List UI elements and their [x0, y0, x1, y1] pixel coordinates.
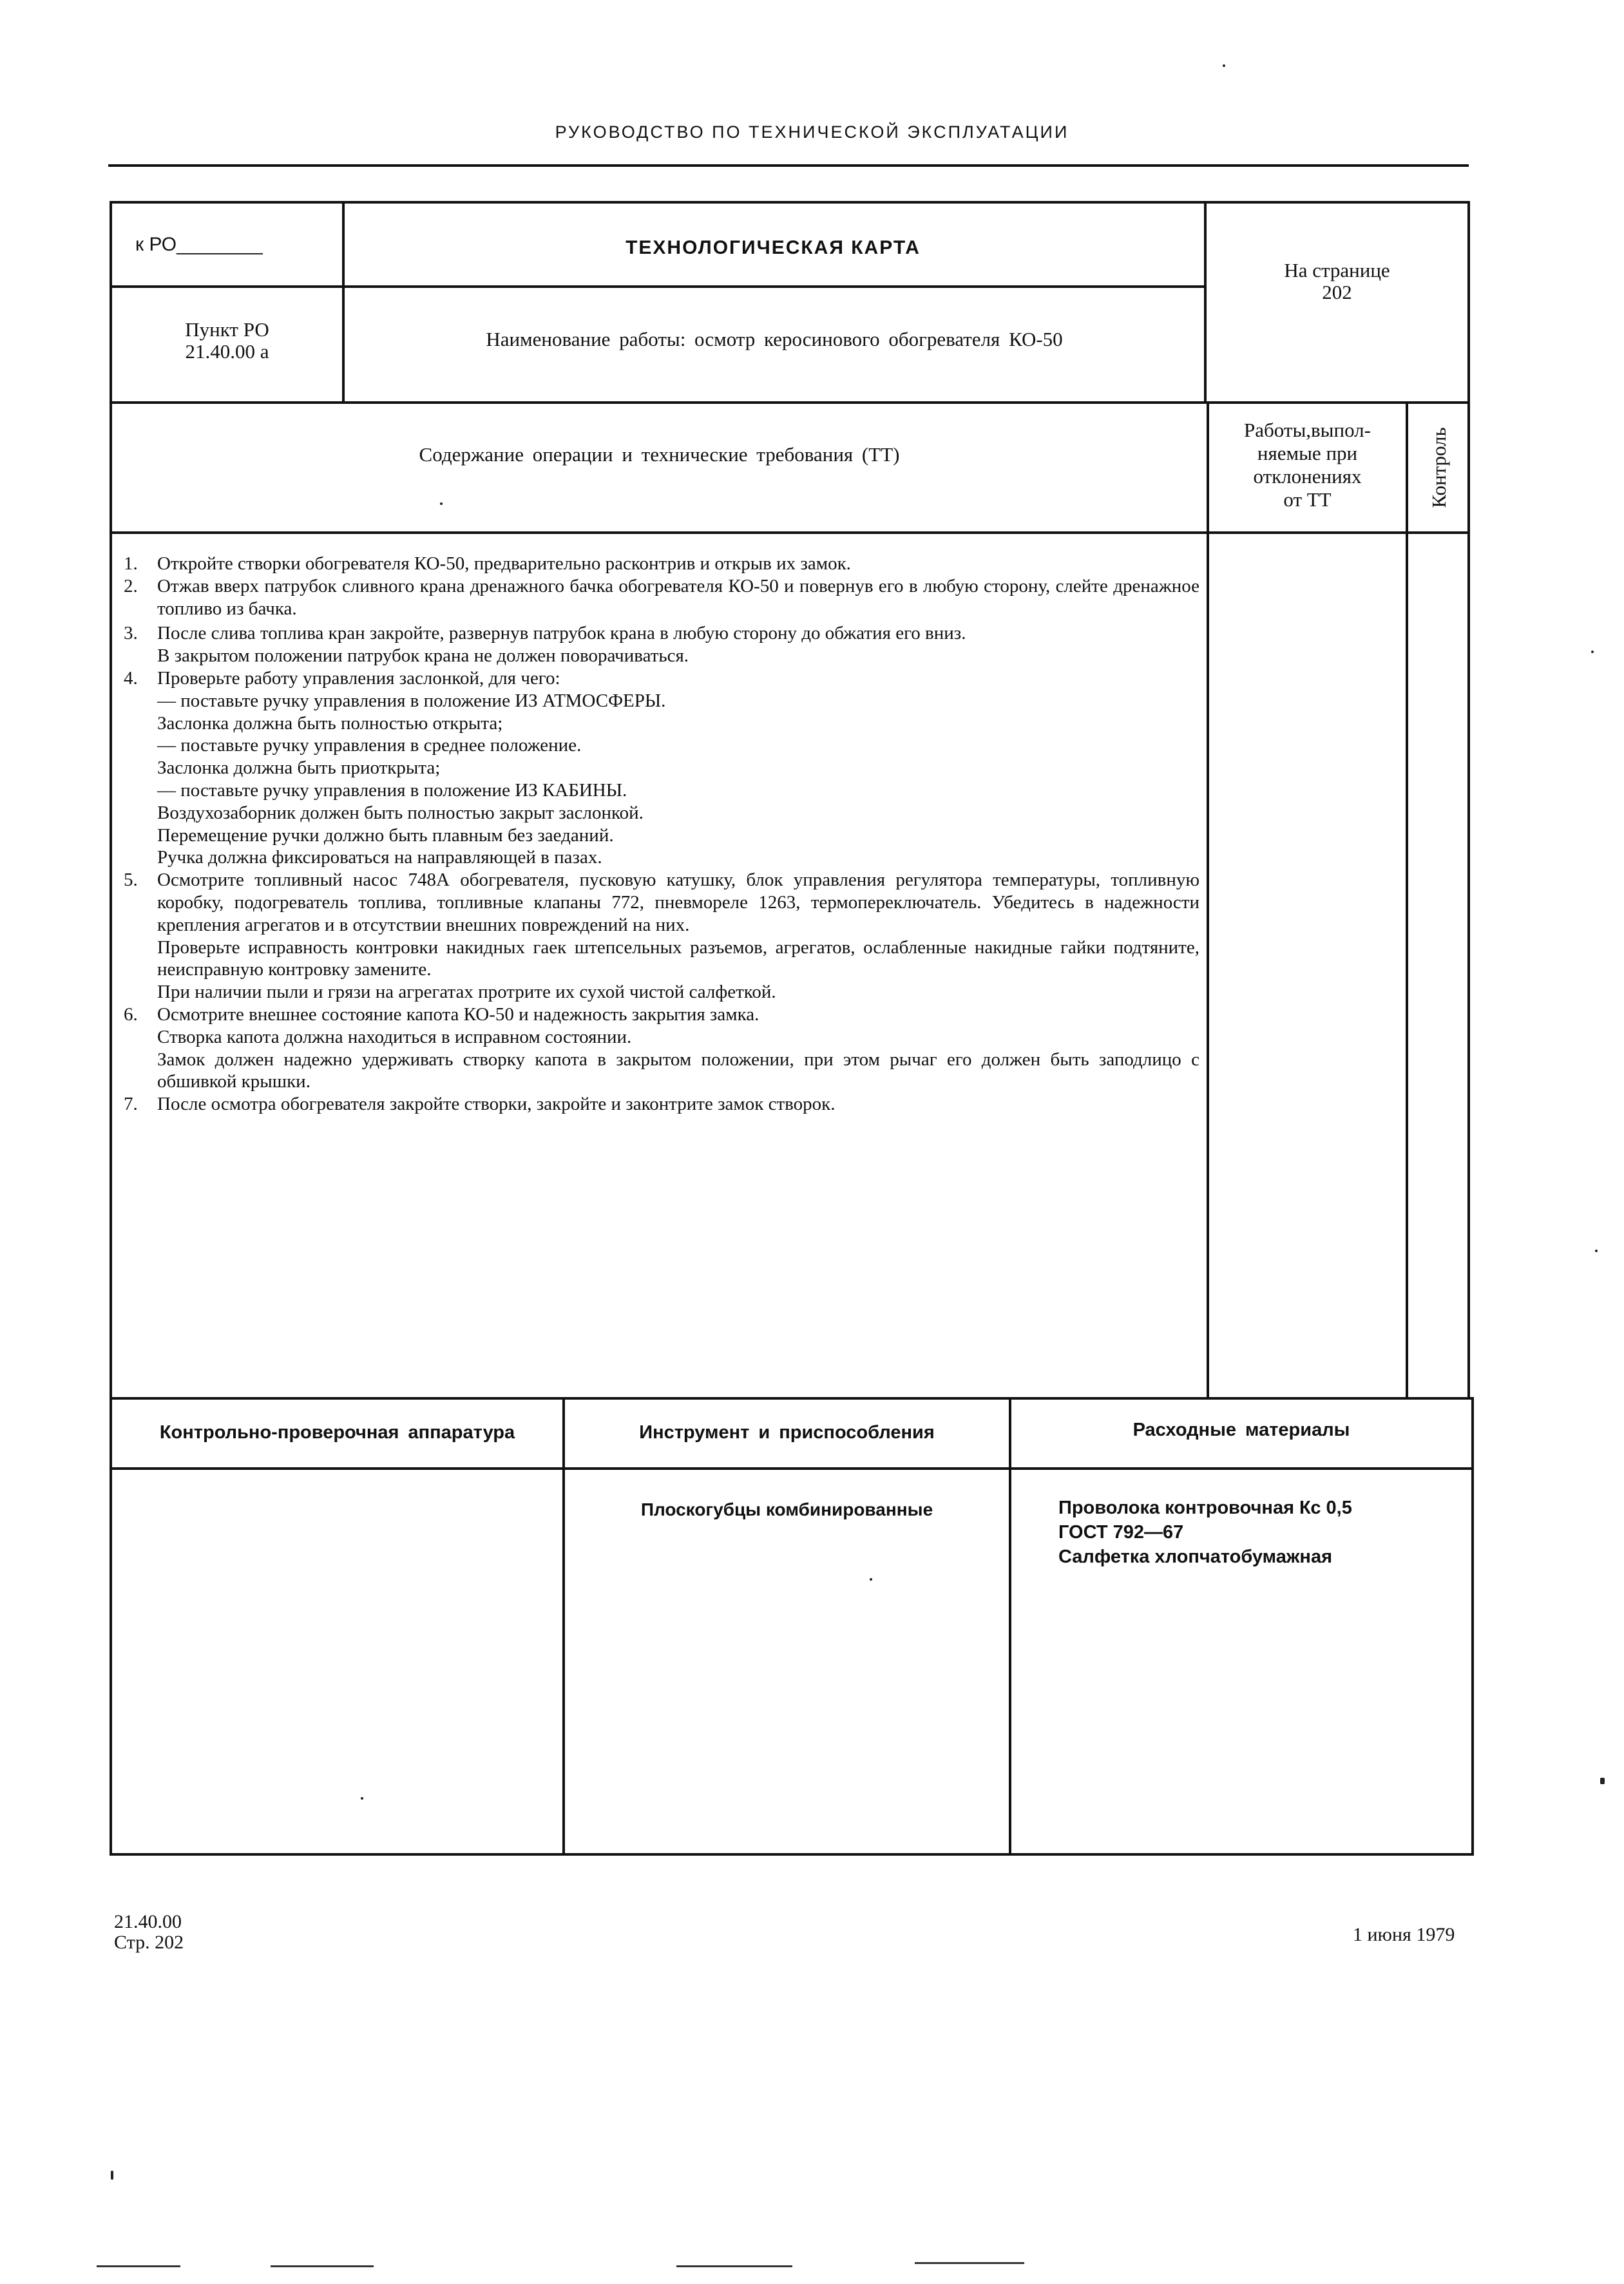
- header-rule: [108, 164, 1469, 167]
- list-item: Воздухозаборник должен быть полностью закрыт заслонкой.: [157, 802, 644, 823]
- resources-table: [110, 1397, 1474, 1856]
- work-name: Наименование работы: осмотр керосинового обогревателя КО-50: [486, 328, 1063, 350]
- scan-speck: [1600, 1778, 1605, 1784]
- column-content: Содержание операции и технические требования (ТТ): [419, 443, 900, 466]
- k-ro-field: к РО________: [135, 234, 263, 255]
- list-item: 4. Проверьте работу управления заслонкой, для чего:: [124, 667, 560, 689]
- list-item: Заслонка должна быть приоткрыта;: [157, 757, 441, 779]
- scan-mark: [676, 2265, 792, 2267]
- footer-code: 21.40.00: [114, 1911, 182, 1932]
- list-item: Заслонка должна быть полностью открыта;: [157, 712, 503, 734]
- scan-speck: [1595, 1250, 1598, 1252]
- list-item: При наличии пыли и грязи на агрегатах протрите их сухой чистой салфеткой.: [157, 982, 776, 1003]
- column-control: [1408, 404, 1470, 531]
- list-item: — поставьте ручку управления в положение ИЗ АТМОСФЕРЫ.: [157, 690, 666, 711]
- footer-page: Стр. 202: [114, 1932, 184, 1953]
- list-item: 6. Осмотрите внешнее состояние капота КО-50 и надежность закрытия замка.: [124, 1004, 759, 1025]
- scan-mark: [97, 2265, 180, 2267]
- list-item: 7. После осмотра обогревателя закройте створки, закройте и законтрите замок створок.: [124, 1094, 836, 1115]
- divider: [342, 201, 345, 404]
- footer-date: 1 июня 1979: [1353, 1924, 1455, 1945]
- list-item: Перемещение ручки должно быть плавным без заеданий.: [157, 824, 614, 846]
- list-item: — поставьте ручку управления в положение ИЗ КАБИНЫ.: [157, 779, 627, 801]
- scan-speck: [361, 1797, 363, 1800]
- page-label: На странице: [1284, 259, 1390, 281]
- scan-speck: [111, 2171, 113, 2180]
- header-equipment: Контрольно-проверочная аппаратура: [159, 1422, 515, 1443]
- tools-value: Плоскогубцы комбинированные: [640, 1499, 933, 1519]
- scan-mark: [271, 2265, 374, 2267]
- list-item: Ручка должна фиксироваться на направляющей в пазах.: [157, 847, 602, 868]
- material-item: Салфетка хлопчатобумажная: [1058, 1546, 1332, 1567]
- list-item: 3. После слива топлива кран закройте, развернув патрубок крана в любую сторону до обжатия его вниз.: [124, 623, 966, 644]
- divider: [562, 1397, 565, 1856]
- scan-speck: [1591, 651, 1594, 653]
- divider: [1207, 401, 1209, 1400]
- card-title: ТЕХНОЛОГИЧЕСКАЯ КАРТА: [626, 237, 921, 258]
- list-item: 5. Осмотрите топливный насос 748А обогревателя, пусковую катушку, блок управления регулятора температуры, топливную коробку, подогреватель топлива, топливные клапаны 772, пневмореле 1263, термопереключатель. Убедитесь в надежности крепления агрегатов и в отсутствии внешних повреждений на них.: [124, 870, 1199, 935]
- scan-speck: [440, 502, 443, 505]
- list-item: — поставьте ручку управления в среднее положение.: [157, 735, 582, 756]
- list-item: 1. Откройте створки обогревателя КО-50, предварительно расконтрив и открыв их замок.: [124, 553, 851, 574]
- page-header: РУКОВОДСТВО ПО ТЕХНИЧЕСКОЙ ЭКСПЛУАТАЦИИ: [555, 122, 1069, 142]
- divider: [110, 1467, 1474, 1470]
- divider: [110, 285, 1205, 288]
- header-tools: Инструмент и приспособления: [639, 1422, 935, 1443]
- list-item: Проверьте исправность контровки накидных гаек штепсельных разъемов, агрегатов, ослабленные накидные гайки подтяните, неисправную контровку замените.: [157, 937, 1199, 980]
- column-control-label: Контроль: [1428, 427, 1450, 508]
- material-item: Проволока контровочная Кс 0,5: [1058, 1498, 1352, 1518]
- column-deviation: Работы,выпол- няемые при отклонениях от ТТ: [1244, 419, 1371, 511]
- operations-list: [124, 553, 1199, 1116]
- header-materials: Расходные материалы: [1132, 1420, 1350, 1440]
- list-item: 2. Отжав вверх патрубок сливного крана дренажного бачка обогревателя КО-50 и повернув его в любую сторону, слейте дренажное топливо из бачка.: [124, 575, 1199, 619]
- list-item: Створка капота должна находиться в исправном состоянии.: [157, 1026, 632, 1047]
- punkt-label: Пункт РО: [185, 318, 269, 341]
- divider: [110, 531, 1470, 534]
- divider: [1406, 401, 1408, 1400]
- scan-mark: [915, 2262, 1024, 2264]
- material-item: ГОСТ 792—67: [1058, 1522, 1184, 1543]
- scan-speck: [1223, 64, 1225, 67]
- list-item: Замок должен надежно удерживать створку капота в закрытом положении, при этом рычаг его должен быть заподлицо с обшивкой крышки.: [157, 1049, 1199, 1092]
- divider: [1009, 1397, 1011, 1856]
- list-item: В закрытом положении патрубок крана не должен поворачиваться.: [157, 645, 689, 667]
- scan-speck: [870, 1578, 872, 1581]
- punkt-value: 21.40.00 а: [185, 340, 269, 363]
- page-number: 202: [1322, 281, 1352, 303]
